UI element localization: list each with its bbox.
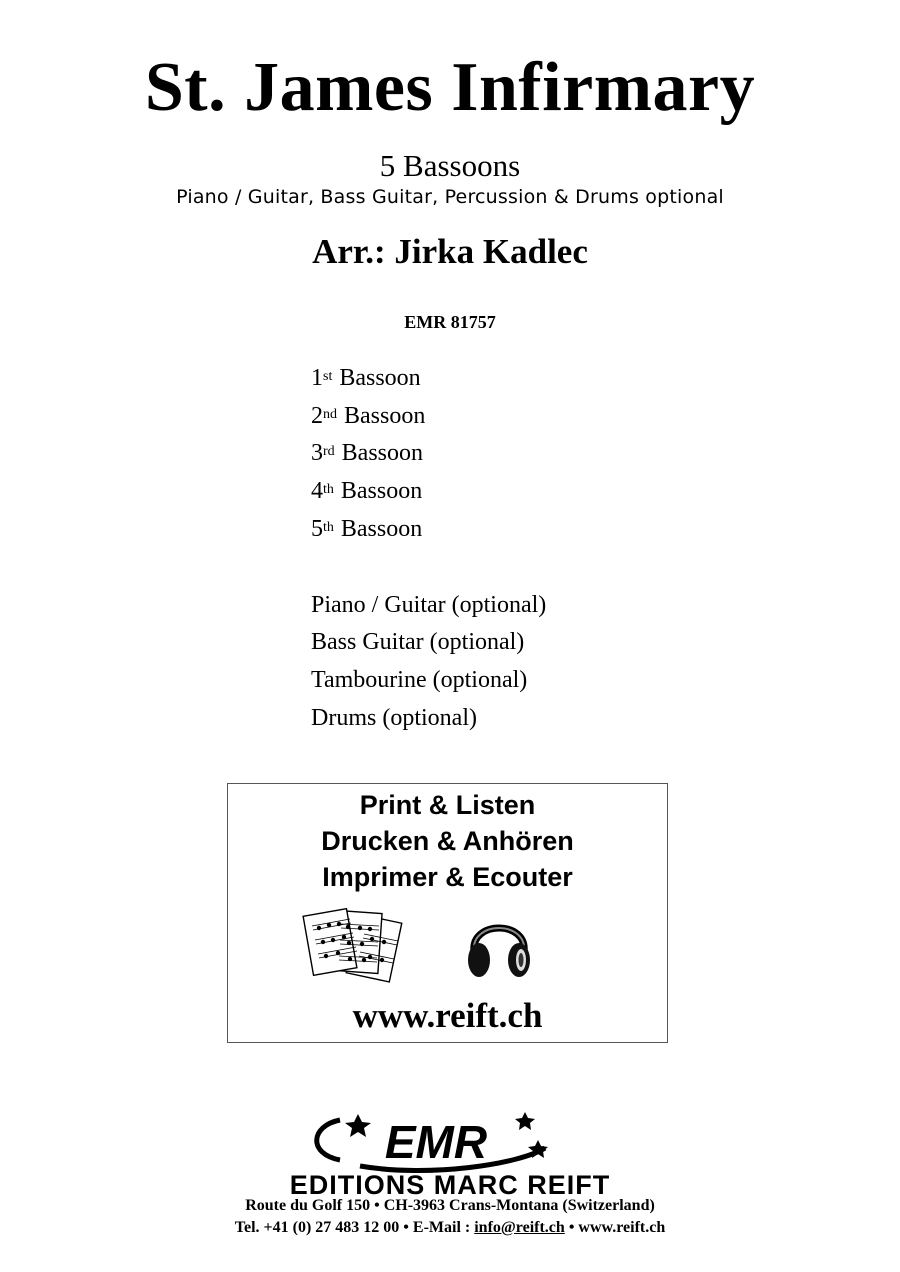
parts-spacer [311, 549, 546, 587]
print-listen-box [227, 783, 668, 1043]
subtitle: 5 Bassoons [379, 148, 521, 183]
publisher-contact: Tel. +41 (0) 27 483 12 00 • E-Mail : info@reift.ch • www.reift.ch [234, 1219, 666, 1236]
publisher-phone: Tel. +41 (0) 27 483 12 00 [234, 1219, 400, 1236]
parts-list [311, 360, 546, 737]
catalog-number: EMR 81757 [404, 312, 496, 332]
promo-line-english: Print & Listen [359, 790, 536, 820]
publisher-name: EDITIONS MARC REIFT [289, 1170, 611, 1200]
part-item: 5th Bassoon [311, 515, 423, 542]
optional-part-item: Drums (optional) [311, 704, 477, 731]
optional-part-item: Tambourine (optional) [311, 666, 528, 693]
part-item: 4th Bassoon [311, 478, 423, 505]
website-link[interactable]: www.reift.ch [578, 1219, 666, 1236]
promo-website: www.reift.ch [352, 996, 543, 1035]
publisher-address: Route du Golf 150 • CH-3963 Crans-Montana (Switzerland) [245, 1197, 655, 1214]
optional-part-item: Piano / Guitar (optional) [311, 591, 547, 618]
page-title: St. James Infirmary [144, 49, 756, 126]
promo-line-french: Imprimer & Ecouter [322, 862, 573, 892]
email-label: E-Mail : [412, 1219, 471, 1236]
emr-logo-text: EMR [384, 1116, 488, 1168]
email-link[interactable]: info@reift.ch [474, 1219, 565, 1236]
arranger: Arr.: Jirka Kadlec [312, 232, 588, 271]
part-item: 3rd Bassoon [311, 440, 424, 467]
instrumentation-line: Piano / Guitar, Bass Guitar, Percussion & Drums optional [176, 186, 724, 208]
sheet-music-icon [302, 904, 412, 994]
part-item: 2nd Bassoon [311, 402, 426, 429]
optional-part-item: Bass Guitar (optional) [311, 629, 525, 656]
promo-line-german: Drucken & Anhören [321, 826, 574, 856]
headphones-icon [464, 902, 534, 986]
part-item: 1st Bassoon [311, 365, 421, 391]
